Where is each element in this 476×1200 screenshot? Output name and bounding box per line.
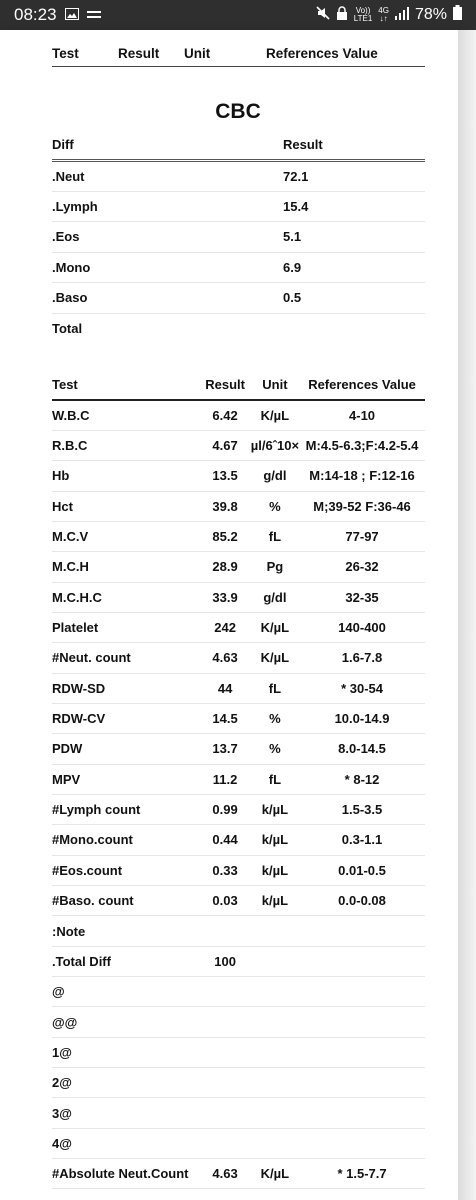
diff-table (52, 130, 425, 344)
result-reference (299, 1037, 425, 1067)
result-unit: g/dl (263, 589, 287, 605)
result-reference: 10.0-14.9 (334, 711, 390, 727)
results-col-result: Result (205, 377, 245, 392)
table-row (52, 612, 425, 642)
result-unit: k/µL (261, 862, 289, 878)
result-test: 3@ (52, 1105, 72, 1121)
results-table (52, 370, 425, 1189)
result-test: .Total Diff (52, 953, 111, 969)
table-row (52, 886, 425, 916)
result-reference: 1.5-3.5 (341, 802, 383, 818)
result-test: M.C.V (52, 529, 89, 545)
result-reference: 140-400 (338, 620, 386, 636)
result-unit (251, 1068, 299, 1098)
table-row (52, 491, 425, 521)
result-reference: M;39-52 F:36-46 (313, 498, 411, 514)
result-value (199, 1007, 250, 1037)
table-row (52, 161, 425, 192)
result-value (199, 1068, 250, 1098)
result-unit (251, 977, 299, 1007)
result-value: 0.99 (212, 802, 238, 818)
table-row (52, 313, 425, 344)
diff-name: .Neut (52, 168, 85, 184)
results-body (52, 400, 425, 1189)
result-unit: % (269, 711, 281, 727)
result-reference (299, 977, 425, 1007)
result-value: 0.33 (212, 862, 238, 878)
result-test: W.B.C (52, 407, 90, 423)
result-reference (299, 946, 425, 976)
gallery-icon (65, 5, 79, 25)
table-row (52, 764, 425, 794)
result-test: Hb (52, 468, 70, 484)
table-row (52, 191, 425, 222)
result-test: MPV (52, 771, 81, 787)
table-row (52, 977, 425, 1007)
table-row (52, 1098, 425, 1128)
result-reference (299, 1098, 425, 1128)
top-header (52, 38, 425, 67)
table-row (52, 1007, 425, 1037)
diff-result: 0.5 (283, 290, 302, 306)
net-top-label: 4G (378, 6, 389, 15)
table-row (52, 400, 425, 430)
notification-bars-icon (87, 5, 101, 25)
result-value (199, 977, 250, 1007)
result-value: 33.9 (212, 589, 238, 605)
result-value: 28.9 (212, 559, 238, 575)
result-value (199, 1128, 250, 1158)
result-test: @@ (52, 1014, 78, 1030)
table-row (52, 521, 425, 551)
result-value: 0.44 (212, 832, 238, 848)
table-row (52, 552, 425, 582)
result-value: 13.5 (212, 468, 238, 484)
table-row (52, 283, 425, 314)
result-test: #Mono.count (52, 832, 133, 848)
table-row (52, 1068, 425, 1098)
lte-bottom-label: LTE1 (353, 14, 373, 23)
result-test: Hct (52, 498, 73, 514)
table-row (52, 643, 425, 673)
result-value: 4.63 (212, 1166, 238, 1182)
result-test: :Note (52, 923, 86, 939)
result-value: 4.67 (212, 438, 238, 454)
table-row (52, 1128, 425, 1158)
result-reference: 8.0-14.5 (338, 741, 386, 757)
result-reference: 32-35 (345, 589, 379, 605)
result-reference: 4-10 (349, 407, 376, 423)
table-row (52, 430, 425, 460)
result-unit (251, 916, 299, 946)
result-reference (299, 1007, 425, 1037)
diff-result (283, 313, 425, 344)
result-test: 1@ (52, 1044, 72, 1060)
result-test: RDW-SD (52, 680, 106, 696)
result-value (199, 916, 250, 946)
result-reference: 0.01-0.5 (338, 862, 386, 878)
table-row (52, 855, 425, 885)
result-value (199, 1098, 250, 1128)
result-reference: 77-97 (345, 529, 379, 545)
diff-name: .Lymph (52, 198, 98, 214)
result-unit: fL (268, 771, 282, 787)
result-unit: % (269, 498, 281, 514)
page-edge-shadow (458, 30, 476, 1200)
table-row (52, 222, 425, 253)
result-unit: K/µL (260, 650, 290, 666)
result-unit: fL (268, 680, 282, 696)
table-row (52, 825, 425, 855)
result-test: M.C.H.C (52, 589, 102, 605)
diff-name: .Eos (52, 229, 80, 245)
result-test: R.B.C (52, 438, 88, 454)
result-test: 4@ (52, 1135, 72, 1151)
table-row (52, 673, 425, 703)
lte-top-label: Vo)) (355, 6, 371, 15)
result-test: RDW-CV (52, 711, 106, 727)
result-unit: K/µL (260, 1166, 290, 1182)
diff-col-diff: Diff (52, 137, 74, 152)
result-test: #Neut. count (52, 650, 131, 666)
result-unit: % (269, 741, 281, 757)
lock-icon (336, 6, 348, 25)
result-test: #Baso. count (52, 893, 134, 909)
result-reference: 0.3-1.1 (341, 832, 383, 848)
result-reference: 1.6-7.8 (341, 650, 383, 666)
result-reference (299, 1068, 425, 1098)
result-test: #Eos.count (52, 862, 123, 878)
top-header-result: Result (118, 46, 160, 61)
result-reference: M:4.5-6.3;F:4.2-5.4 (305, 438, 419, 454)
diff-col-result: Result (283, 137, 323, 152)
result-reference: * 30-54 (341, 680, 383, 696)
result-value: 11.2 (212, 771, 238, 787)
result-unit: k/µL (261, 832, 289, 848)
battery-icon (453, 5, 462, 25)
net-bottom-label: ↓↑ (379, 14, 388, 23)
result-value: 6.42 (212, 407, 238, 423)
result-reference: * 8-12 (344, 771, 380, 787)
report-page[interactable] (0, 30, 458, 1200)
table-row (52, 734, 425, 764)
status-bar (0, 0, 476, 30)
result-reference: 0.0-0.08 (338, 893, 386, 909)
results-col-reference: References Value (308, 377, 416, 392)
table-row (52, 582, 425, 612)
result-test: 2@ (52, 1075, 72, 1091)
result-reference: * 1.5-7.7 (337, 1166, 387, 1182)
result-test: PDW (52, 741, 83, 757)
result-value (199, 1037, 250, 1067)
top-header-unit: Unit (184, 46, 211, 61)
result-value: 13.7 (212, 741, 238, 757)
result-unit: g/dl (263, 468, 287, 484)
result-value: 85.2 (212, 529, 238, 545)
result-unit (251, 946, 299, 976)
result-test: Platelet (52, 620, 99, 636)
result-value: 0.03 (212, 893, 238, 909)
result-value: 14.5 (212, 711, 238, 727)
result-reference: 26-32 (345, 559, 379, 575)
result-value: 4.63 (212, 650, 238, 666)
result-unit (251, 1128, 299, 1158)
signal-icon (395, 6, 409, 25)
lte-indicator (354, 7, 373, 23)
result-unit: fL (268, 529, 282, 545)
table-row (52, 1037, 425, 1067)
table-row (52, 794, 425, 824)
table-row (52, 461, 425, 491)
result-unit: µl/6ˆ10× (250, 438, 300, 454)
status-time: 08:23 (14, 5, 57, 24)
top-header-test: Test (52, 46, 79, 61)
network-indicator (378, 7, 389, 23)
diff-name: .Mono (52, 259, 91, 275)
table-row (52, 946, 425, 976)
diff-name: Total (52, 321, 83, 336)
result-test: #Lymph count (52, 802, 141, 818)
result-unit: k/µL (261, 802, 289, 818)
diff-result: 5.1 (283, 229, 302, 245)
result-unit (251, 1098, 299, 1128)
table-row (52, 703, 425, 733)
result-reference (299, 1128, 425, 1158)
result-unit (251, 1007, 299, 1037)
table-row (52, 916, 425, 946)
result-test: M.C.H (52, 559, 89, 575)
results-col-test: Test (52, 377, 78, 392)
result-reference (299, 916, 425, 946)
results-header-row (52, 370, 425, 400)
diff-header-row (52, 130, 425, 161)
table-row (52, 1159, 425, 1189)
result-value: 44 (217, 680, 233, 696)
diff-result: 15.4 (283, 198, 309, 214)
cbc-title: CBC (215, 100, 261, 123)
result-reference: M:14-18 ; F:12-16 (309, 468, 415, 484)
result-unit: Pg (266, 559, 284, 575)
results-col-unit: Unit (262, 377, 288, 392)
result-unit (251, 1037, 299, 1067)
table-row (52, 252, 425, 283)
result-unit: K/µL (260, 620, 290, 636)
top-header-reference: References Value (266, 46, 378, 61)
result-test: #Absolute Neut.Count (52, 1166, 189, 1182)
result-value: 242 (214, 620, 236, 636)
result-unit: K/µL (260, 407, 290, 423)
result-value: 100 (214, 953, 236, 969)
result-value: 39.8 (212, 498, 238, 514)
diff-name: .Baso (52, 290, 88, 306)
battery-percent: 78% (414, 6, 447, 23)
diff-result: 72.1 (283, 168, 309, 184)
result-test: @ (52, 984, 65, 1000)
result-unit: k/µL (261, 893, 289, 909)
diff-result: 6.9 (283, 259, 302, 275)
mute-icon (316, 6, 330, 25)
